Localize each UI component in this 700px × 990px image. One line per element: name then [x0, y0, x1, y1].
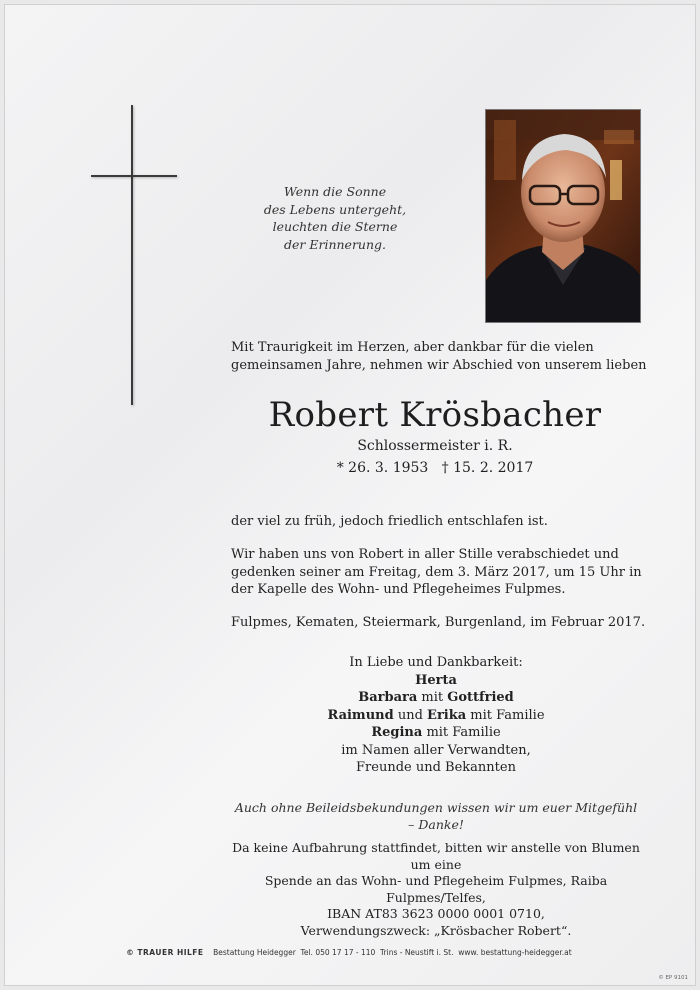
poem-line: leuchten die Sterne: [272, 219, 398, 234]
deceased-name: Robert Krösbacher: [268, 395, 602, 435]
mourners-block: [231, 654, 641, 777]
mourner-connector: und: [393, 707, 428, 723]
cross-icon: [131, 105, 133, 405]
footer-brand: © TRAUER HILFE: [126, 948, 204, 957]
portrait-image: [486, 110, 640, 322]
poem-line: des Lebens untergeht,: [263, 201, 407, 217]
mourner-name: Erika: [427, 707, 467, 723]
deceased-profession: Schlossermeister i. R.: [357, 438, 513, 454]
mourner-line: [231, 724, 641, 742]
mourner-connector: mit Familie: [422, 725, 501, 740]
mourner-connector: mit Familie: [466, 707, 545, 723]
donation-line: Da keine Aufbahrung stattfindet, bitten wir anstelle von Blumen um eine: [232, 840, 640, 872]
mourner-line: [231, 707, 641, 725]
donation-line: Spende an das Wohn- und Pflegeheim Fulpmes, Raiba Fulpmes/Telfes,: [264, 873, 608, 905]
mourner-name: Barbara: [358, 690, 418, 705]
donation-line: IBAN AT83 3623 0000 0001 0710,: [327, 906, 545, 921]
mourner-line: [231, 672, 641, 690]
mourner-line: Freunde und Bekannten: [356, 760, 516, 775]
poem-line: der Erinnerung.: [284, 236, 386, 252]
condolence-note: Auch ohne Beileidsbekundungen wissen wir um euer Mitgefühl – Danke!: [234, 800, 638, 832]
portrait-photo: [485, 109, 641, 323]
mourner-connector: mit: [417, 690, 448, 705]
life-dates: * 26. 3. 1953 † 15. 2. 2017: [336, 460, 534, 476]
footer-info: Bestattung Heidegger Tel. 050 17 17 - 110 Trins - Neustift i. St. www. bestattung-heidegger.at: [205, 948, 572, 957]
memorial-poem: [255, 183, 415, 253]
mourners-heading: In Liebe und Dankbarkeit:: [349, 655, 523, 670]
parte-sheet: [4, 4, 696, 986]
mourner-name: Gottfried: [447, 690, 514, 705]
mourner-name: Herta: [415, 672, 457, 688]
donation-request: [231, 840, 641, 939]
mourner-line: [231, 689, 641, 707]
footer: [4, 948, 694, 957]
funeral-text: Wir haben uns von Robert in aller Stille verabschiedet und gedenken seiner am Freitag, dem 3. März 2017, um 15 Uhr in der Kapelle des Wohn- und Pflegeheimes Fulpmes.: [231, 547, 642, 597]
poem-line: Wenn die Sonne: [283, 184, 387, 199]
places-date-text: Fulpmes, Kematen, Steiermark, Burgenland, im Februar 2017.: [231, 615, 646, 630]
passing-text: der viel zu früh, jedoch friedlich entschlafen ist.: [231, 514, 548, 529]
intro-text: Mit Traurigkeit im Herzen, aber dankbar für die vielen gemeinsamen Jahre, nehmen wir Abschied von unserem lieben: [231, 340, 647, 373]
copyright-mark: © EP 9101: [658, 975, 688, 981]
mourner-line: im Namen aller Verwandten,: [341, 742, 531, 758]
mourner-name: Raimund: [327, 707, 394, 723]
cross-icon-bar: [91, 175, 177, 177]
mourner-name: Regina: [371, 725, 423, 740]
donation-line: Verwendungszweck: „Krösbacher Robert“.: [300, 922, 572, 938]
